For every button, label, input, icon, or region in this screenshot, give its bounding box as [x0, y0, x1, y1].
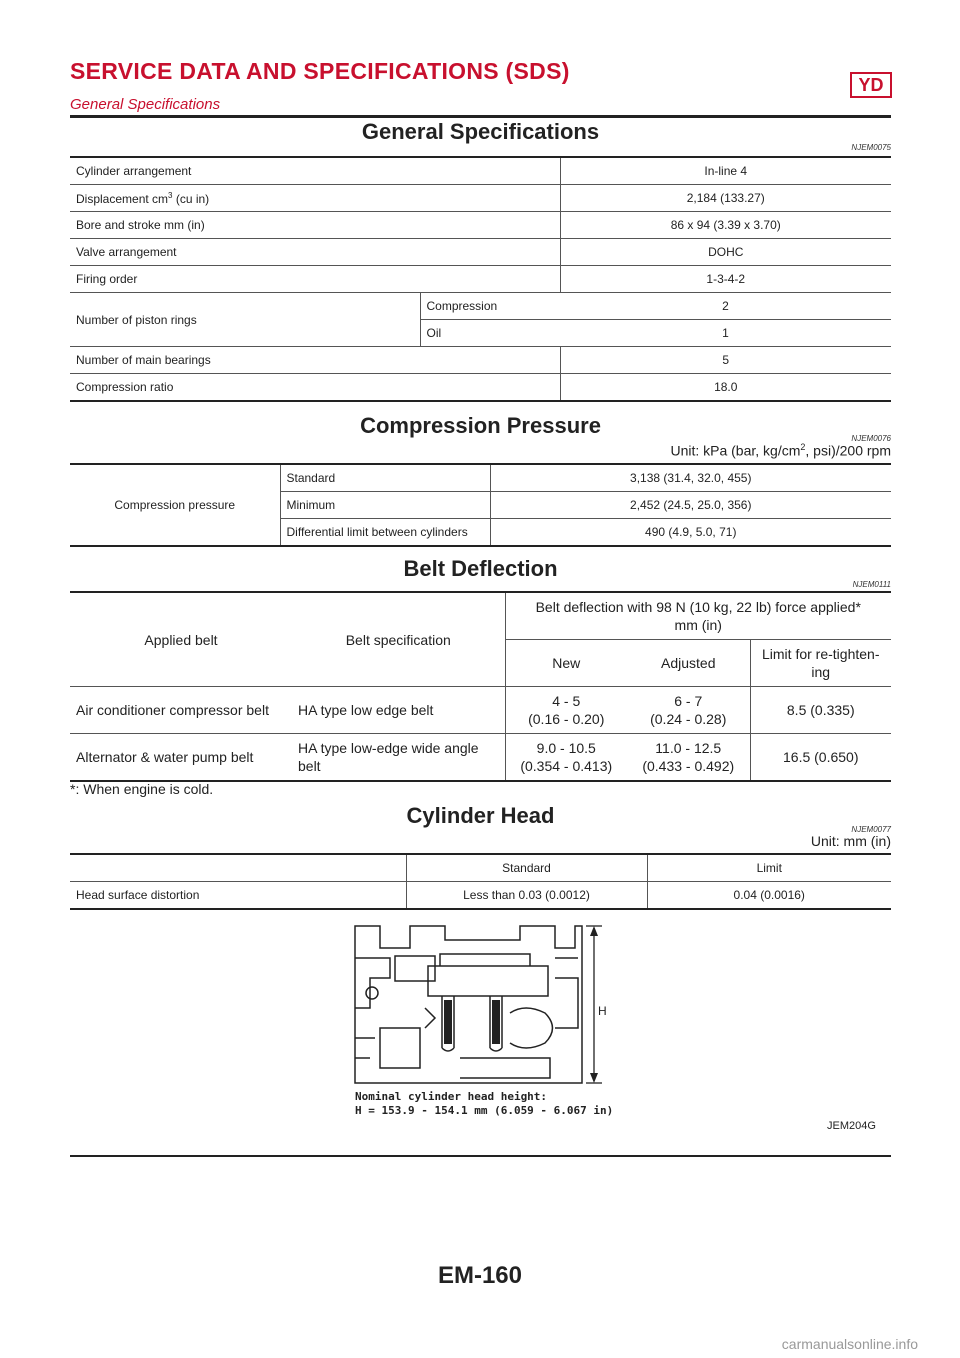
belt-new-value: 9.0 - 10.5 (0.354 - 0.413) [505, 734, 627, 782]
spec-label: Number of piston rings [70, 293, 420, 347]
spec-label: Cylinder arrangement [76, 164, 192, 178]
spec-sublabel: Minimum [280, 492, 490, 519]
general-spec-table [70, 156, 891, 402]
spec-label: Displacement $cm^3$ (cu in) [70, 185, 560, 212]
figure-caption: Nominal cylinder head height: H = 153.9 - 154.1 mm (6.059 - 6.067 in) [355, 1090, 614, 1117]
table-row [70, 882, 891, 910]
spec-value: 490 (4.9, 5.0, 71) [490, 519, 891, 547]
section-title-compression: Compression Pressure [360, 413, 601, 438]
spec-label: Compression pressure [114, 498, 236, 512]
column-header-applied: Applied belt [144, 631, 218, 648]
belt-adjusted-value: 11.0 - 12.5 (0.433 - 0.492) [627, 734, 750, 782]
table-row [70, 854, 891, 882]
table-row [70, 464, 891, 492]
spec-value: 1 [560, 320, 891, 347]
column-header-standard: Standard [406, 854, 647, 882]
table-row [70, 347, 891, 374]
spec-label: Number of main bearings [70, 347, 560, 374]
column-header-new: New [505, 640, 627, 687]
spec-value: 18.0 [560, 374, 891, 402]
table-row [70, 734, 891, 782]
unit-label-cylinder-head: Unit: mm (in) [810, 833, 891, 849]
column-header-adjusted: Adjusted [627, 640, 750, 687]
table-row [70, 293, 891, 320]
spec-value: 0.04 (0.0016) [647, 882, 891, 910]
spec-value: 2,452 (24.5, 25.0, 356) [490, 492, 891, 519]
belt-name: Air conditioner compressor belt [70, 687, 292, 734]
table-row [70, 374, 891, 402]
spec-sublabel: Oil [420, 320, 560, 347]
table-row [70, 592, 891, 640]
cylinder-head-drawing [350, 918, 610, 1118]
spec-value: 3,138 (31.4, 32.0, 455) [490, 464, 891, 492]
belt-adjusted-value: 6 - 7 (0.24 - 0.28) [627, 687, 750, 734]
spec-label: Compression ratio [70, 374, 560, 402]
table-row [70, 239, 891, 266]
spec-label: Bore and stroke mm (in) [70, 212, 560, 239]
spec-sublabel: Standard [280, 464, 490, 492]
section-title-belt: Belt Deflection [403, 556, 558, 581]
table-row [70, 157, 891, 185]
spec-value: 1-3-4-2 [560, 266, 891, 293]
spec-label: Head surface distortion [70, 882, 406, 910]
table-row [70, 687, 891, 734]
section-code-general: NJEM0075 [851, 143, 891, 152]
compression-pressure-section [70, 412, 891, 552]
column-header-deflection: Belt deflection with 98 N (10 kg, 22 lb) force applied* mm (in) [505, 592, 891, 640]
spec-label: Firing order [70, 266, 560, 293]
column-header-limit: Limit for re-tighten- ing [750, 640, 891, 687]
belt-spec: HA type low-edge wide angle belt [292, 734, 505, 782]
watermark: carmanualsonline.info [781, 1336, 918, 1352]
spec-label: Valve arrangement [70, 239, 560, 266]
spec-value: In-line 4 [560, 157, 891, 185]
section-code-cylinder-head: NJEM0077 [851, 825, 891, 834]
section-title-general: General Specifications [361, 119, 600, 144]
table-row [70, 212, 891, 239]
page-header-subtitle: General Specifications [70, 96, 221, 113]
column-header-limit: Limit [647, 854, 891, 882]
spec-value: 2 [560, 293, 891, 320]
belt-deflection-table [70, 591, 891, 782]
cylinder-head-figure [350, 918, 610, 1118]
spec-value: DOHC [560, 239, 891, 266]
spec-sublabel: Differential limit between cylinders [280, 519, 490, 547]
engine-code-badge: YD [850, 72, 892, 98]
column-header-spec: Belt specification [345, 631, 451, 648]
spec-sublabel: Compression [420, 293, 560, 320]
section-code-belt: NJEM0111 [852, 580, 891, 589]
belt-new-value: 4 - 5 (0.16 - 0.20) [505, 687, 627, 734]
spec-value: 2,184 (133.27) [560, 185, 891, 212]
bottom-divider [70, 1155, 891, 1157]
figure-code: JEM204G [827, 1120, 876, 1132]
spec-value: Less than 0.03 (0.0012) [406, 882, 647, 910]
spec-value: 5 [560, 347, 891, 374]
section-title-cylinder-head: Cylinder Head [406, 803, 555, 828]
page-number: EM-160 [437, 1262, 523, 1289]
cylinder-head-table [70, 853, 891, 910]
table-row [70, 185, 891, 212]
general-specifications-section [70, 118, 891, 408]
belt-footnote: *: When engine is cold. [70, 781, 214, 797]
belt-deflection-section [70, 555, 891, 780]
belt-limit-value: 16.5 (0.650) [750, 734, 891, 782]
spec-value: 86 x 94 (3.39 x 3.70) [560, 212, 891, 239]
unit-label-compression: Unit: kPa (bar, $kg/cm^2$, psi)/200 rpm [670, 442, 891, 459]
table-row [70, 266, 891, 293]
section-code-compression: NJEM0076 [851, 434, 891, 443]
cylinder-head-section [70, 802, 891, 912]
belt-spec: HA type low edge belt [292, 687, 505, 734]
dimension-label-h: H [598, 1004, 607, 1018]
empty-header-cell [70, 854, 406, 882]
compression-pressure-table [70, 463, 891, 547]
page-header-title: SERVICE DATA AND SPECIFICATIONS (SDS) [70, 58, 570, 84]
belt-name: Alternator & water pump belt [70, 734, 292, 782]
belt-limit-value: 8.5 (0.335) [750, 687, 891, 734]
